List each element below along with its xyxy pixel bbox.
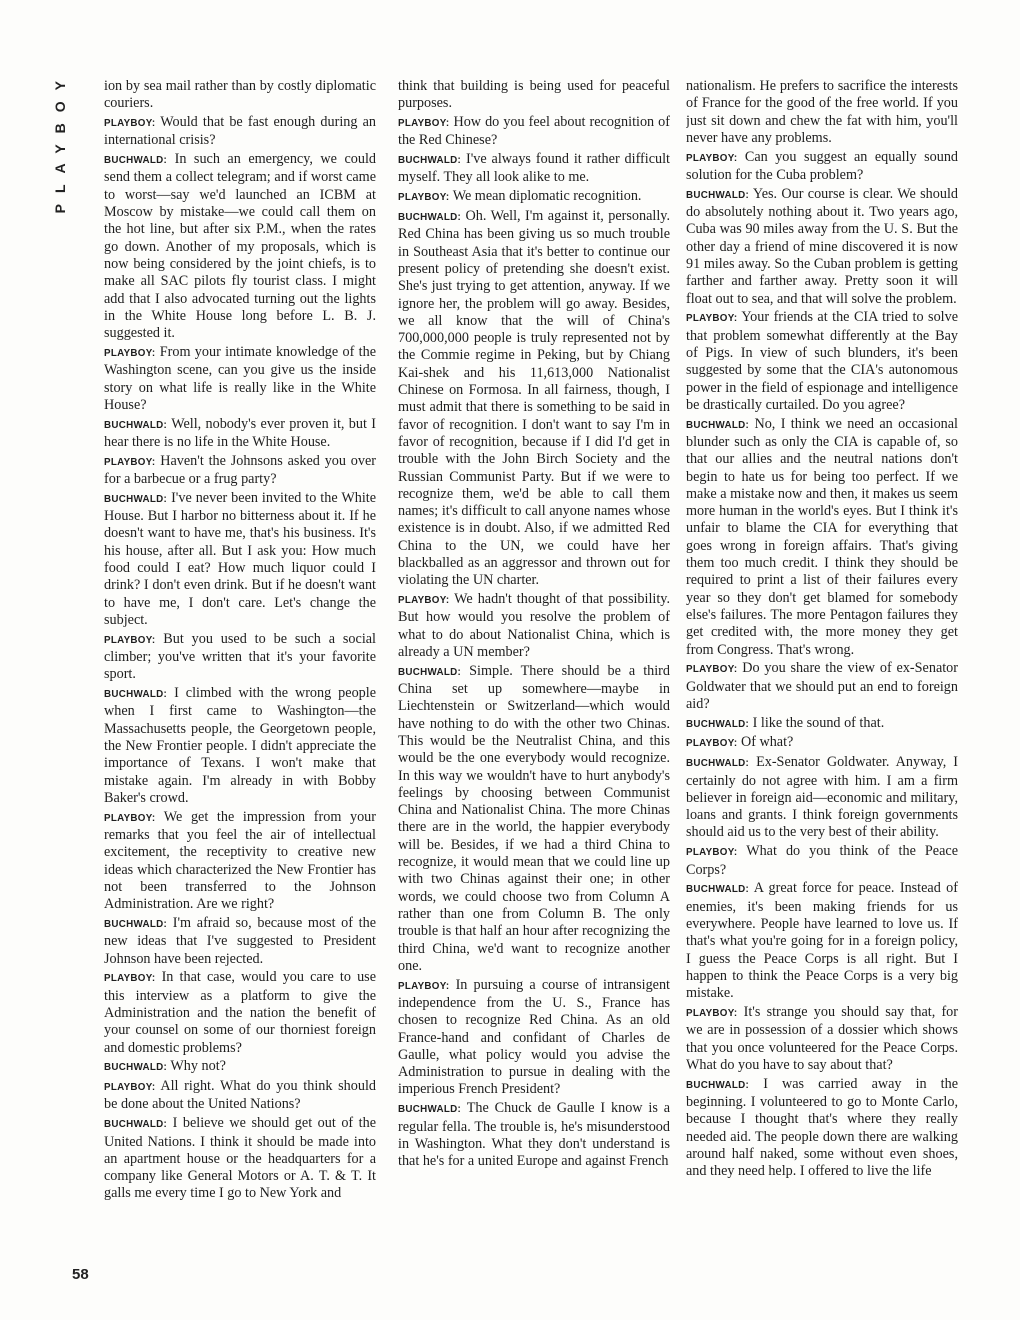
- paragraph-text: All right. What do you think should be done about the United Nations?: [104, 1078, 376, 1113]
- speaker-label: BUCHWALD:: [686, 758, 750, 770]
- interview-paragraph: [104, 915, 376, 968]
- speaker-label: BUCHWALD:: [104, 918, 168, 930]
- paragraph-text: What do you think of the Peace Corps?: [686, 843, 958, 878]
- paragraph-text: How do you feel about recognition of the Red Chinese?: [398, 114, 670, 149]
- paragraph-text: I've never been invited to the White House. But I harbor no bitterness about it. If he doesn't want to have me, that's his business. It's his house, after all. But I ask you: How much food could I eat? How much liquor could I drink? I don't even drink. But if he doesn't want to have me, I don't care. Let's change the subject.: [104, 489, 376, 628]
- interview-paragraph: [686, 843, 958, 879]
- speaker-label: PLAYBOY:: [398, 980, 450, 992]
- interview-paragraph: [686, 715, 958, 733]
- paragraph-text: In such an emergency, we could send them a collect telegram; and if worst came to worst—say we'd launched an ICBM at Moscow by mistake—we could call them on the hot line, but after six P.M., when the rates go down. Another of my proposals, which is now being considered by the joint chiefs, is to make all SAC pilots fly tourist class. I might add that I also advocated turning out the lights in the White House long before L. B. J. suggested it.: [104, 151, 376, 342]
- interview-paragraph: [398, 151, 670, 187]
- paragraph-text: I climbed with the wrong people when I first came to Washington—the Massachusetts people, the Georgetown people, the New Frontier people. I didn't appreciate the importance of Texans. I won't make that mistake again. I'm already in with Bobby Baker's crowd.: [104, 685, 376, 806]
- speaker-label: PLAYBOY:: [686, 152, 738, 164]
- paragraph-text: The Chuck de Gaulle I know is a regular fella. The trouble is, he's misunderstood in Washington. What they don't understand is that he's for a united Europe and against French: [398, 1100, 670, 1170]
- page-number: 58: [72, 1266, 89, 1283]
- interview-paragraph: [104, 453, 376, 489]
- interview-paragraph: [104, 1115, 376, 1202]
- interview-paragraph: [104, 685, 376, 807]
- speaker-label: BUCHWALD:: [686, 884, 750, 896]
- paragraph-text: No, I think we need an occasional blunder such as only the CIA is capable of, so that our allies and the neutral nations don't begin to hate us for being too perfect. If we make a mistake now and then, it makes us seem more human in the world's eyes. But I think it's unfair to blame the CIA for everything that goes wrong in foreign affairs. That's giving them too much credit. I think they should be required to print a list of their failures every year so they don't get blamed for somebody else's failures. The more Pentagon failures they get credited with, the more money they get from Congress. That's wrong.: [686, 415, 958, 658]
- interview-paragraph: [104, 969, 376, 1056]
- interview-paragraph: [398, 977, 670, 1099]
- speaker-label: BUCHWALD:: [686, 1079, 750, 1091]
- paragraph-text: But you used to be such a social climber; you've written that it's your favorite sport.: [104, 630, 376, 683]
- speaker-label: BUCHWALD:: [686, 189, 750, 201]
- interview-paragraph: [686, 734, 958, 752]
- paragraph-text: think that building is being used for peaceful purposes.: [398, 78, 670, 112]
- interview-paragraph: [398, 663, 670, 975]
- paragraph-text: I was carried away in the beginning. I volunteered to go to Monte Carlo, because I thought that's where they really needed aid. The people down there are walking around half naked, some without even shoes, and they need help. I offered to live the life: [686, 1075, 958, 1180]
- interview-paragraph: [104, 1058, 376, 1076]
- paragraph-text: Ex-Senator Goldwater. Anyway, I certainly do not agree with him. I am a firm believer in foreign aid—economic and military, loans and grants. I think foreign governments should aid us to the very best of their ability.: [686, 754, 958, 841]
- speaker-label: BUCHWALD:: [398, 1104, 462, 1116]
- interview-paragraph: [104, 114, 376, 150]
- interview-paragraph: [686, 754, 958, 841]
- paragraph-text: From your intimate knowledge of the Washington scene, can you give us the inside story on what life is really like in the White House?: [104, 343, 376, 413]
- magazine-side-label: PLAYBOY: [52, 70, 68, 214]
- paragraph-text: In that case, would you care to use this interview as a platform to give the Administration and the nation the benefit of your counsel on some of our thorniest foreign and domestic problems?: [104, 969, 376, 1056]
- speaker-label: PLAYBOY:: [104, 1082, 156, 1094]
- speaker-label: PLAYBOY:: [686, 664, 738, 676]
- speaker-label: BUCHWALD:: [104, 493, 168, 505]
- interview-paragraph: [686, 78, 958, 147]
- speaker-label: PLAYBOY:: [686, 313, 738, 325]
- speaker-label: PLAYBOY:: [104, 347, 156, 359]
- paragraph-text: A great force for peace. Instead of enemies, it's been making friends for us everywhere. People have learned to love us. If that's what you're going for in a foreign policy, I guess the Peace Corps is all right. But I happen to think the Peace Corps is a very big mistake.: [686, 880, 958, 1002]
- text-column-1: [104, 78, 376, 1283]
- paragraph-text: It's strange you should say that, for we are in possession of a dossier which shows that you once volunteered for the Peace Corps. What do you have to say about that?: [686, 1003, 958, 1073]
- paragraph-text: ion by sea mail rather than by costly diplomatic couriers.: [104, 78, 376, 112]
- interview-paragraph: [686, 309, 958, 414]
- interview-paragraph: [686, 880, 958, 1002]
- paragraph-text: Of what?: [740, 734, 794, 751]
- paragraph-text: Why not?: [170, 1058, 226, 1075]
- interview-paragraph: [104, 809, 376, 914]
- paragraph-text: Haven't the Johnsons asked you over for a barbecue or a frug party?: [104, 452, 376, 488]
- interview-paragraph: [104, 344, 376, 414]
- paragraph-text: Yes. Our course is clear. We should do absolutely nothing about it. Two years ago, Cuba was 90 miles away from the U. S. But the other day a friend of mine discovered it is now 91 miles away. So the Cuban problem is getting farther and farther away. Pretty soon it will float out to sea, and that will solve the problem.: [686, 185, 958, 307]
- speaker-label: PLAYBOY:: [398, 192, 450, 204]
- interview-paragraph: [104, 78, 376, 113]
- paragraph-text: Can you suggest an equally sound solution for the Cuba problem?: [686, 148, 958, 183]
- speaker-label: PLAYBOY:: [686, 1007, 738, 1019]
- speaker-label: BUCHWALD:: [104, 1119, 168, 1131]
- interview-paragraph: [398, 591, 670, 661]
- speaker-label: PLAYBOY:: [398, 118, 450, 130]
- speaker-label: PLAYBOY:: [686, 847, 738, 859]
- interview-paragraph: [104, 151, 376, 342]
- interview-paragraph: [686, 149, 958, 185]
- paragraph-text: Would that be fast enough during an international crisis?: [104, 114, 376, 149]
- paragraph-text: We get the impression from your remarks that you feel the air of intellectual excitement, the receptivity to creative new ideas which characterized the New Frontier has not been transferred to the Johnson Administration. Are we right?: [104, 808, 376, 913]
- paragraph-text: Well, nobody's ever proven it, but I hear there is no life in the White House.: [104, 415, 376, 450]
- speaker-label: BUCHWALD:: [104, 155, 168, 167]
- interview-paragraph: [104, 1078, 376, 1114]
- speaker-label: BUCHWALD:: [104, 689, 168, 701]
- interview-paragraph: [104, 631, 376, 684]
- speaker-label: PLAYBOY:: [686, 738, 738, 750]
- speaker-label: BUCHWALD:: [104, 1062, 168, 1074]
- speaker-label: PLAYBOY:: [104, 812, 156, 824]
- speaker-label: PLAYBOY:: [104, 456, 156, 468]
- paragraph-text: I like the sound of that.: [752, 714, 885, 731]
- interview-paragraph: [398, 1100, 670, 1170]
- speaker-label: BUCHWALD:: [398, 212, 462, 224]
- speaker-label: PLAYBOY:: [104, 634, 156, 646]
- speaker-label: PLAYBOY:: [104, 973, 156, 985]
- interview-paragraph: [398, 208, 670, 590]
- interview-paragraph: [686, 416, 958, 659]
- speaker-label: BUCHWALD:: [686, 718, 750, 730]
- speaker-label: BUCHWALD:: [104, 419, 168, 431]
- paragraph-text: Your friends at the CIA tried to solve that problem somewhat differently at the Bay of Pigs. In view of such blunders, it's been suggested by some that the CIA's autonomous power in the field of espionage and intelligence be drastically curtailed. Do you agree?: [686, 309, 958, 413]
- interview-paragraph: [398, 78, 670, 113]
- text-column-2: [398, 78, 670, 1283]
- paragraph-text: Oh. Well, I'm against it, personally. Red China has been giving us so much trouble in Southeast Asia that it's better to continue our present policy of pretending she doesn't exist. She's just trying to get attention, anyway. If we ignore her, the problem will go away. Besides, we all know that the will of China's 700,000,000 people is truly represented not by the Commie regime in Peking, but by Chiang Kai-shek and his 11,613,000 Nationalist Chinese on Formosa. In all fairness, though, I must admit that there is something to be said in favor of recognition. I don't want to say I'm in favor of recognition, because if I did I'd get in trouble with the John Birch Society and the Russian Communist Party. But if we were to recognize them, we'd be able to call them names; it's difficult to call anyone names whose existence is in doubt. Also, if we admitted Red China to the UN, we could have her blackballed as an aggressor and thrown out for violating the UN charter.: [398, 208, 670, 589]
- interview-paragraph: [686, 660, 958, 713]
- paragraph-text: I believe we should get out of the United Nations. I think it should be made into an apartment house or the headquarters for a company like General Motors or A. T. & T. It galls me every time I go to New York and: [104, 1115, 376, 1202]
- interview-paragraph: [398, 114, 670, 150]
- paragraph-text: Simple. There should be a third China set up somewhere—maybe in Liechtenstein or Switzerland—which would have nothing to do with the other two Chinas. This would be the Neutralist China, and this would be the one everybody would recognize. In this way we wouldn't have to hurt anybody's feelings by choosing between Communist China and Nationalist China. The more Chinas there are in the world, the happier everybody will be. Besides, if we had a third China to recognize, it would mean that we could line up with two Chinas against their one; in other words, we could choose two from Column A rather than one from Column B. The only trouble is that half an hour after recognizing the third China, we'd want to recognize another one.: [398, 662, 670, 974]
- speaker-label: PLAYBOY:: [104, 118, 156, 130]
- interview-paragraph: [686, 1076, 958, 1181]
- interview-paragraph: [686, 186, 958, 308]
- interview-paragraph: [686, 1004, 958, 1074]
- speaker-label: BUCHWALD:: [398, 666, 462, 678]
- paragraph-text: I've always found it rather difficult myself. They all look alike to me.: [398, 151, 670, 186]
- interview-paragraph: [398, 188, 670, 206]
- text-column-3: [686, 78, 958, 1283]
- paragraph-text: I'm afraid so, because most of the new ideas that I've suggested to President Johnson have been rejected.: [104, 914, 376, 967]
- paragraph-text: In pursuing a course of intransigent independence from the U. S., France has chosen to recognize Red China. As an old France-hand and confidant of Charles de Gaulle, what policy would you advise the Administration to pursue in dealing with the imperious French President?: [398, 976, 670, 1098]
- speaker-label: BUCHWALD:: [398, 155, 462, 167]
- speaker-label: PLAYBOY:: [398, 595, 450, 607]
- paragraph-text: Do you share the view of ex-Senator Goldwater that we should put an end to foreign aid?: [686, 660, 958, 712]
- paragraph-text: We hadn't thought of that possibility. But how would you resolve the problem of what to do about Nationalist China, which is already a UN member?: [398, 591, 670, 660]
- speaker-label: BUCHWALD:: [686, 419, 750, 431]
- paragraph-text: We mean diplomatic recognition.: [452, 188, 642, 205]
- interview-paragraph: [104, 490, 376, 629]
- paragraph-text: nationalism. He prefers to sacrifice the interests of France for the good of the free world. If you just sit down and chew the fat with him, you'll never have any problems.: [686, 78, 958, 146]
- interview-paragraph: [104, 416, 376, 452]
